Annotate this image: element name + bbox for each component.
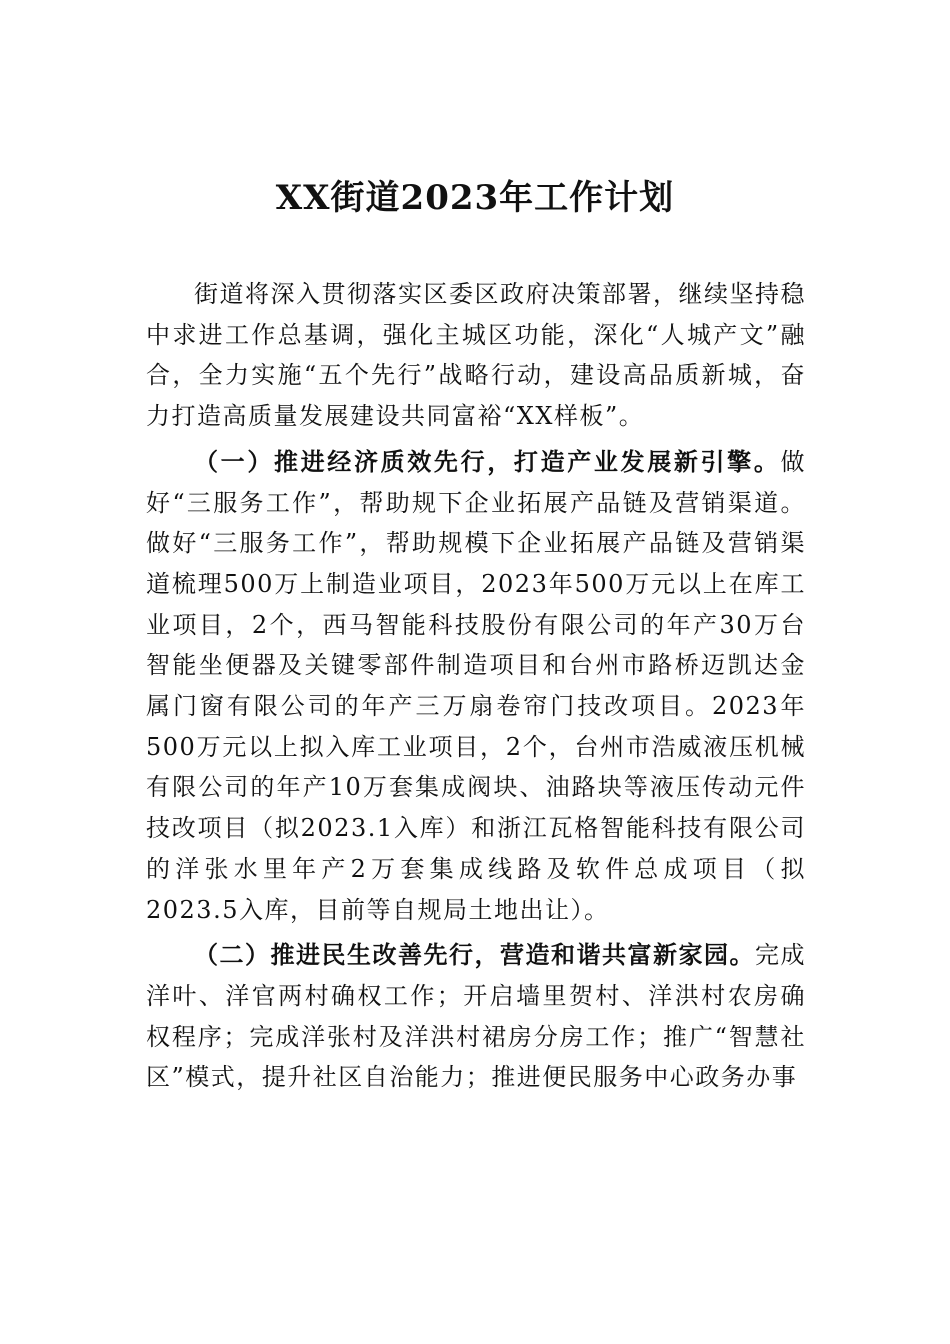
- paragraph-livelihood: [146, 935, 806, 1098]
- paragraph-heading: （二）推进民生改善先行，营造和谐共富新家园。: [194, 940, 755, 970]
- paragraph-text: 做好“三服务工作”，帮助规下企业拓展产品链及营销渠道。做好“三服务工作”，帮助规模下企业拓展产品链及营销渠道梳理500万上制造业项目，2023年500万元以上在库工业项目，2个，西马智能科技股份有限公司的年产30万台智能坐便器及关键零部件制造项目和台州市路桥迈凯达金属门窗有限公司的年产三万扇卷帘门技改项目。2023年500万元以上拟入库工业项目，2个，台州市浩威液压机械有限公司的年产10万套集成阀块、油路块等液压传动元件技改项目（拟2023.1入库）和浙江瓦格智能科技有限公司的洋张水里年产2万套集成线路及软件总成项目（拟2023.5入库，目前等自规局土地出让）。: [146, 447, 806, 924]
- paragraph-heading: （一）推进经济质效先行，打造产业发展新引擎。: [194, 446, 781, 476]
- paragraph-intro: [146, 274, 806, 437]
- document-title: XX街道2023年工作计划: [275, 178, 675, 218]
- paragraph-economy: [146, 442, 806, 930]
- document-body: [146, 274, 806, 1103]
- paragraph-text: 街道将深入贯彻落实区委区政府决策部署，继续坚持稳中求进工作总基调，强化主城区功能，深化“人城产文”融合，全力实施“五个先行”战略行动，建设高品质新城，奋力打造高质量发展建设共同富裕“XX样板”。: [146, 280, 806, 431]
- paragraph-text: 完成洋叶、洋官两村确权工作；开启墙里贺村、洋洪村农房确权程序；完成洋张村及洋洪村裙房分房工作；推广“智慧社区”模式，提升社区自治能力；推进便民服务中心政务办事: [146, 941, 806, 1092]
